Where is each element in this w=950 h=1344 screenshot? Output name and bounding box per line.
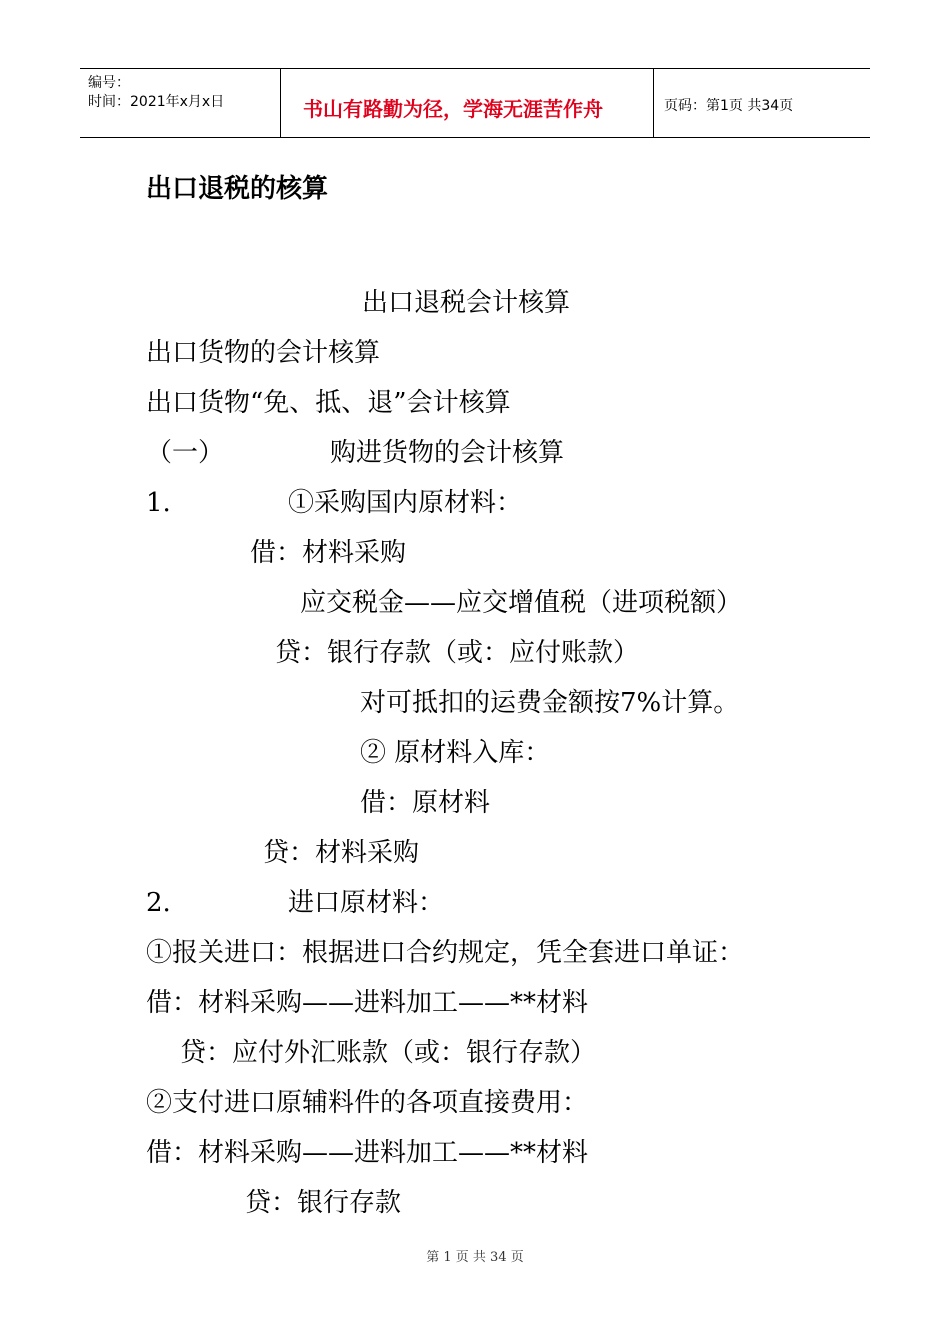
entry-line: 借：材料采购 (250, 538, 407, 568)
note-line: 对可抵扣的运费金额按7%计算。 (360, 688, 740, 718)
heading-line: 出口货物的会计核算 (146, 338, 381, 368)
page-footer: 第 1 页 共 34 页 (426, 1250, 524, 1265)
page-info: 页码：第1页 共34页 (664, 98, 794, 114)
document-title: 出口退税的核算 (146, 174, 329, 204)
entry-line: 借：原材料 (360, 788, 491, 818)
entry-line: 贷：银行存款（或：应付账款） (275, 638, 640, 668)
list-item-text: ①采购国内原材料： (288, 488, 523, 518)
list-marker: （一） (146, 438, 225, 468)
list-item-text: ② 原材料入库： (360, 738, 551, 768)
list-item-text: 进口原材料： (288, 888, 445, 918)
entry-line: 应交税金——应交增值税（进项税额） (300, 588, 743, 618)
subheading-text: 购进货物的会计核算 (330, 438, 565, 468)
header-meta-cell (80, 69, 281, 137)
entry-line: 贷：材料采购 (263, 838, 420, 868)
entry-line: 贷：银行存款 (245, 1188, 402, 1218)
page-header (80, 68, 870, 138)
entry-line: 借：材料采购——进料加工——**材料 (146, 988, 589, 1018)
number-label: 编号： (88, 75, 130, 91)
time-label: 时间：2021年x月x日 (88, 94, 225, 110)
heading-line: 出口货物“免、抵、退”会计核算 (146, 388, 511, 418)
section-title: 出口退税会计核算 (362, 288, 571, 318)
motto-text: 书山有路勤为径，学海无涯苦作舟 (303, 97, 603, 121)
entry-line: 借：材料采购——进料加工——**材料 (146, 1138, 589, 1168)
list-number: 2. (146, 888, 171, 918)
entry-line: 贷：应付外汇账款（或：银行存款） (180, 1038, 597, 1068)
list-number: 1. (146, 488, 171, 518)
body-line: ②支付进口原辅料件的各项直接费用： (146, 1088, 589, 1118)
header-motto-cell (281, 69, 654, 137)
body-line: ①报关进口：根据进口合约规定，凭全套进口单证： (146, 938, 745, 968)
